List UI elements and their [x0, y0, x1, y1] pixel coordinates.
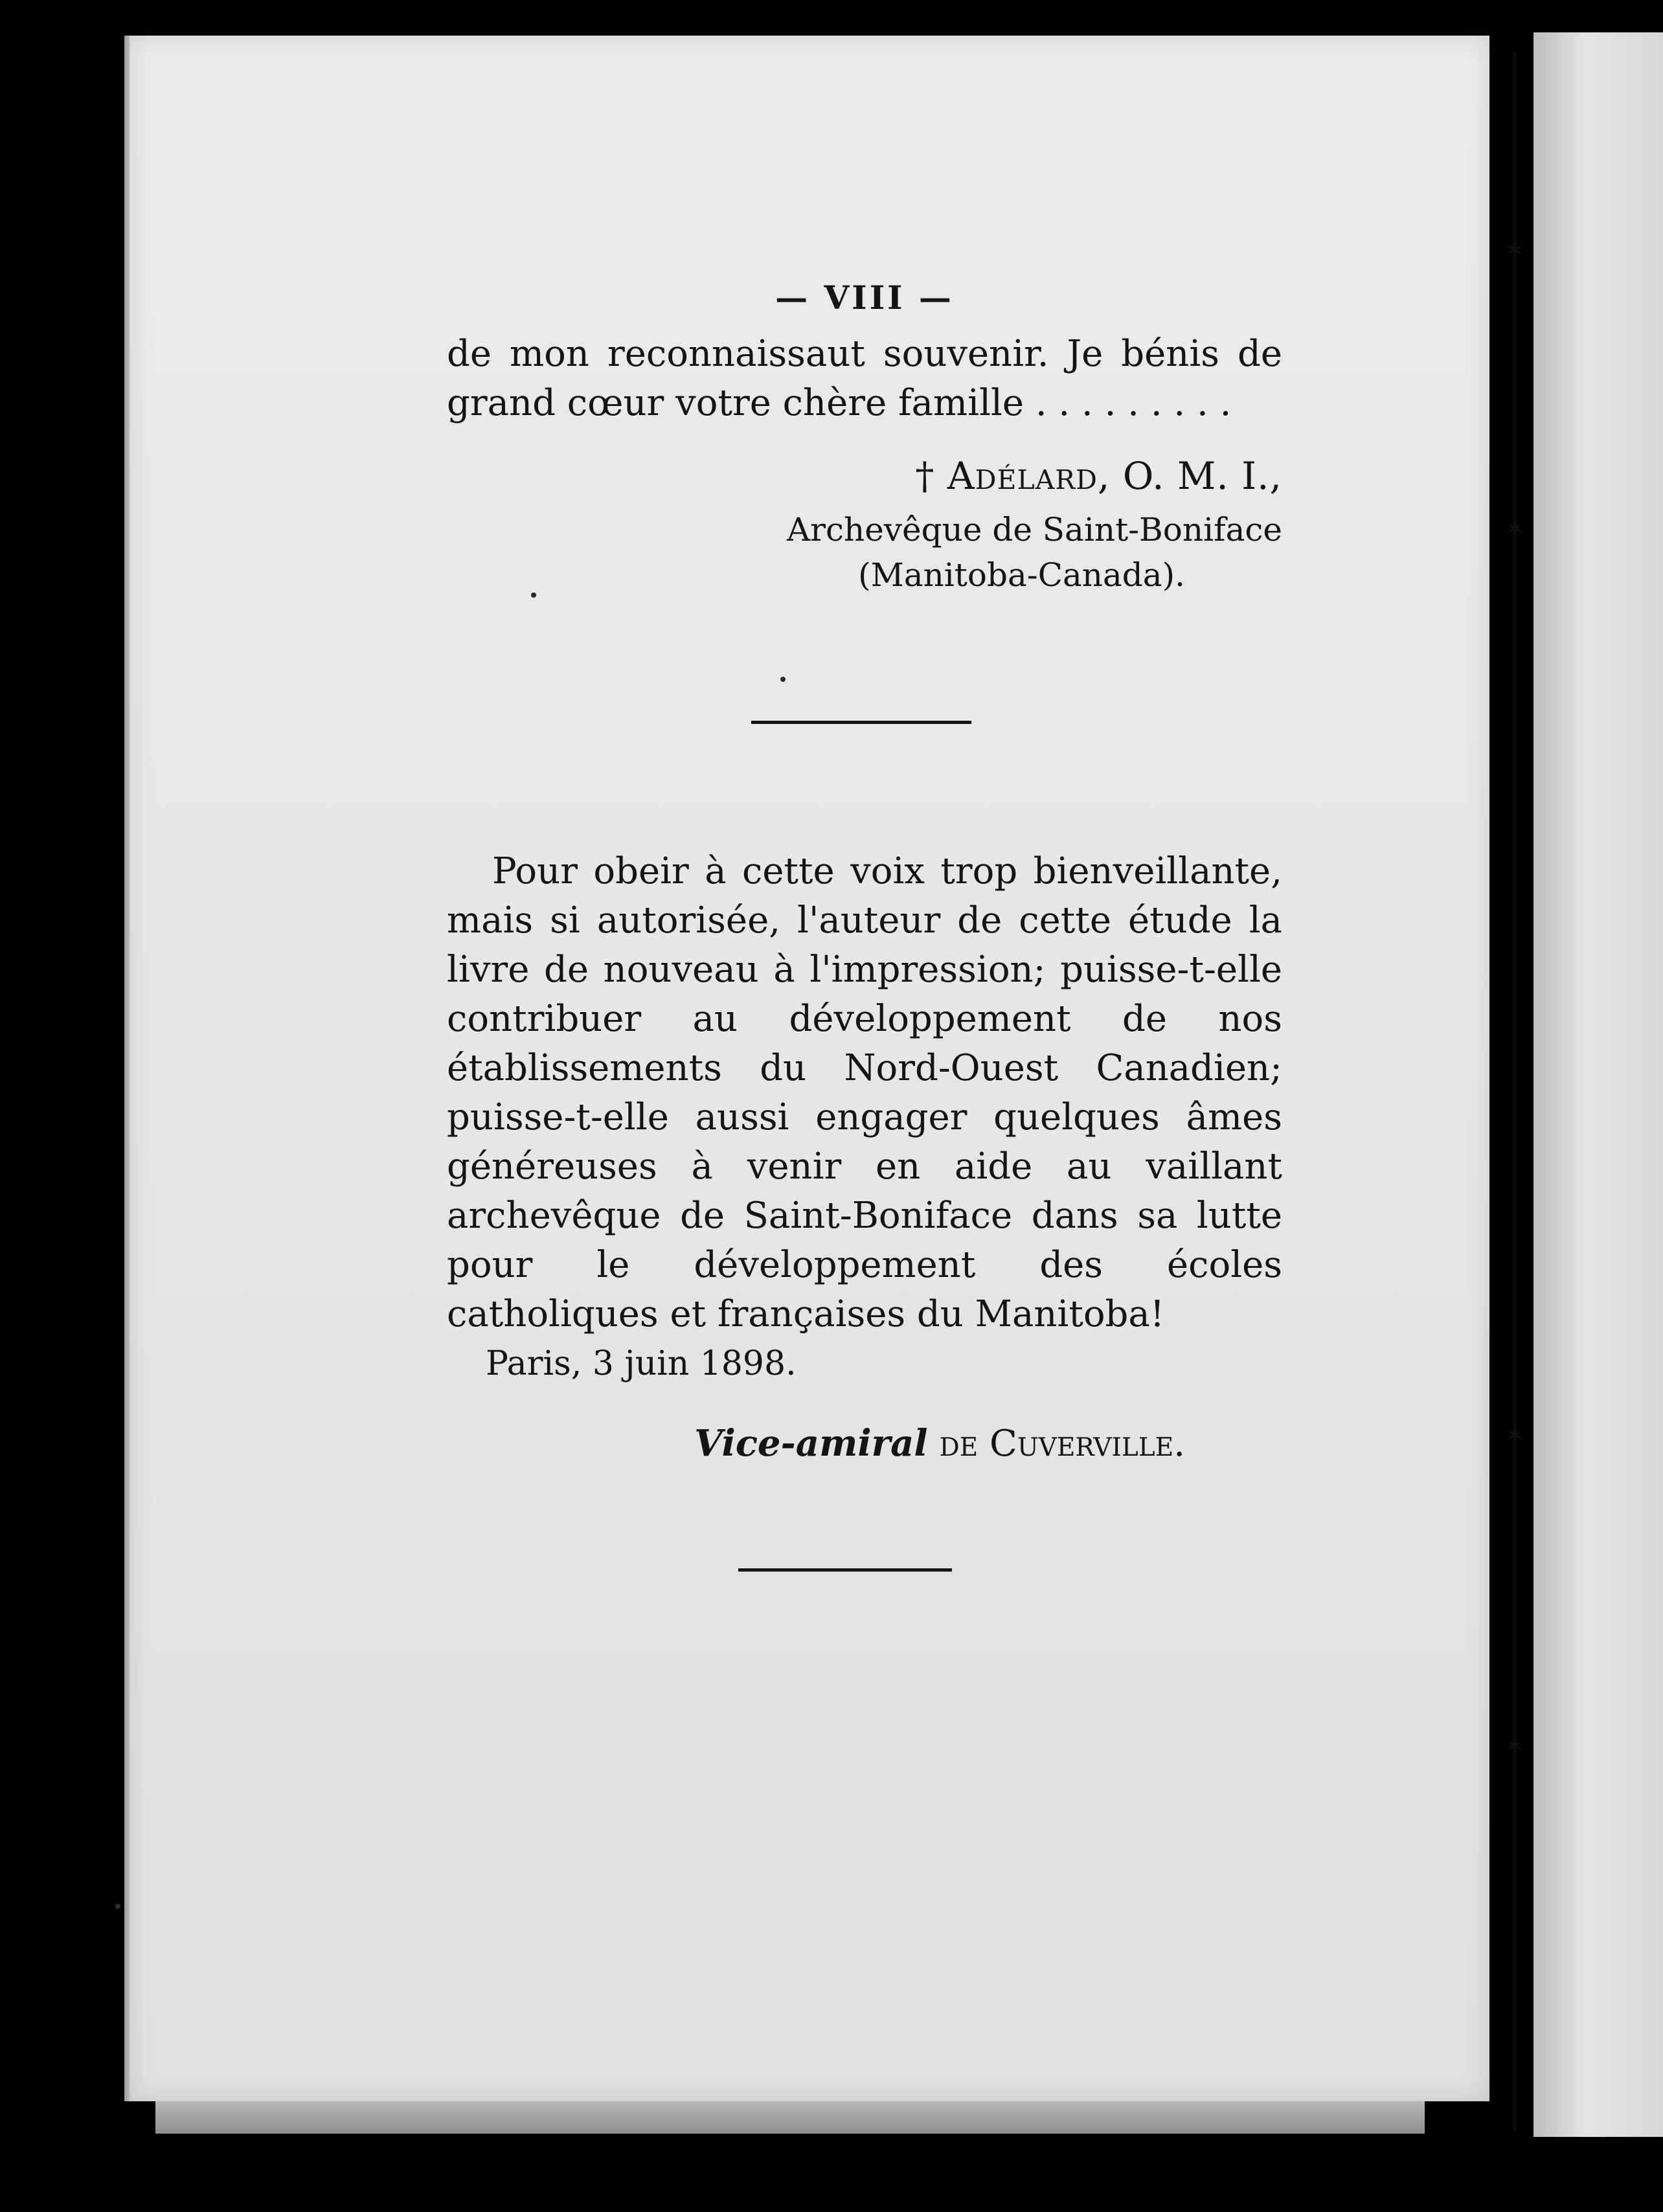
- binding-stitch-icon: ✶: [1505, 238, 1524, 264]
- binding-stitch-icon: ✶: [1505, 1733, 1524, 1759]
- signature-archbishop-name: Adélard, O. M. I.,: [947, 454, 1282, 498]
- page-bottom-strip: [155, 2101, 1425, 2134]
- signature-archbishop: [447, 454, 1282, 498]
- signature-admiral: [447, 1422, 1282, 1465]
- facing-page-edge: [1533, 32, 1663, 2137]
- binding-stitch-icon: ✶: [1505, 516, 1524, 542]
- signature-archbishop-place: (Manitoba-Canada).: [858, 556, 1185, 594]
- page-content: [447, 278, 1282, 1572]
- section-rule: [751, 721, 971, 724]
- letter-closing-text: de mon reconnaissaut souvenir. Je bénis de grand cœur votre chère famille . . . . . . . . .: [447, 333, 1282, 424]
- page-folio: — VIII —: [775, 278, 954, 317]
- dateline: Paris, 3 juin 1898.: [486, 1344, 797, 1383]
- signature-archbishop-title: Archevêque de Saint-Boniface: [786, 511, 1282, 548]
- binding-stitch-icon: ✶: [1505, 1423, 1524, 1449]
- signature-admiral-role: Vice-amiral: [694, 1422, 928, 1465]
- cross-icon: †: [915, 454, 935, 498]
- paper-speck: [115, 1904, 120, 1909]
- closing-rule: [738, 1568, 952, 1572]
- preface-paragraph: Pour obeir à cette voix trop bienveillante, mais si autorisée, l'auteur de cette étude la livre de nouveau à l'impression; puisse-t-elle contribuer au développement de nos établissements du Nord-Ouest Canadien; puisse-t-elle aussi engager quelques âmes généreuses à venir en aide au vaillant archevêque de Saint-Boniface dans sa lutte pour le développement des écoles catholiques et françaises du Manitoba!: [447, 850, 1282, 1335]
- signature-admiral-name: de Cuverville.: [939, 1423, 1185, 1465]
- binding-gutter: [1513, 52, 1517, 2130]
